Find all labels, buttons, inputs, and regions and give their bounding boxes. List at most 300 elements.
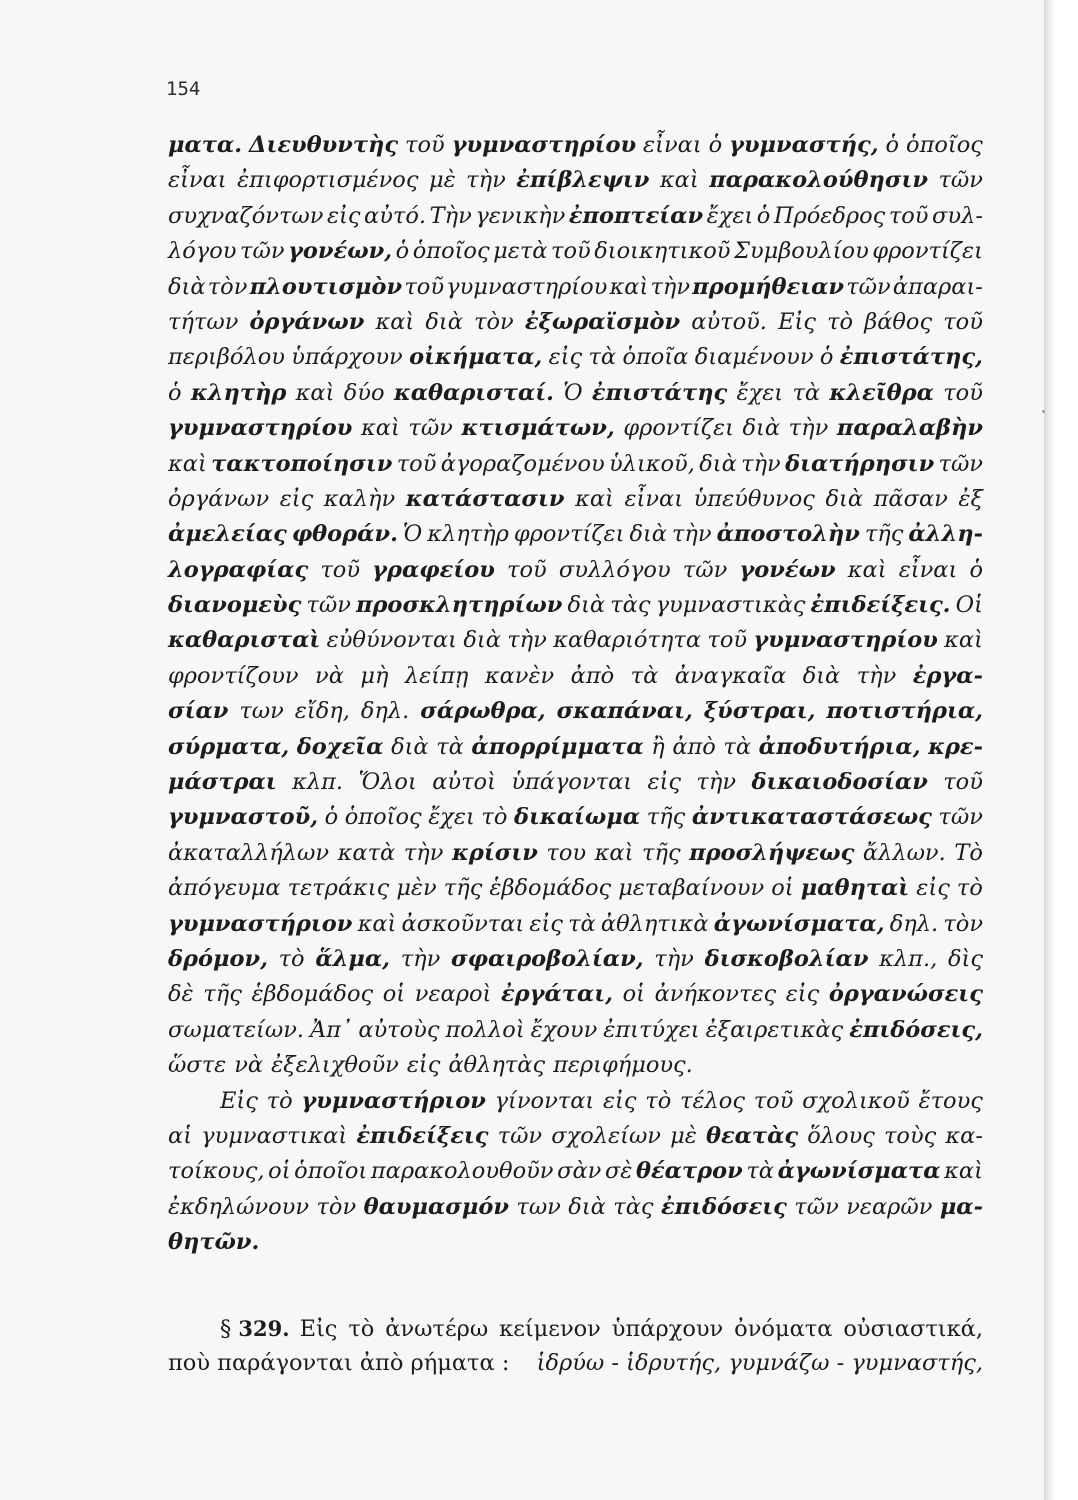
word: εἶναι [624,485,684,512]
word: λείπῃ [404,662,469,689]
word: τοῦ [507,556,547,583]
paragraph1-line [168,234,983,269]
paragraph-2 [168,1084,983,1261]
bold-term: γυμναστηρίου [168,415,353,442]
word: ὁποῖος [412,238,490,265]
word: εἰς [548,344,583,371]
word: τοῦ [888,202,929,229]
word: μὴ [360,662,389,689]
bold-term: σίαν [168,698,229,725]
word: τὸν [316,1193,357,1220]
word: τὰ [746,1158,774,1185]
word: τοῦ [405,132,445,158]
word: εὐθύνονται [326,627,457,654]
word: συλλόγου [558,556,671,583]
bold-term: θεατὰς [705,1122,799,1149]
word: ὁ [969,556,983,583]
word: τὸν [943,910,983,937]
paragraph1-line [168,517,983,552]
bold-term: ἐπιδείξεις [356,1122,489,1149]
word: ὥστε [168,1052,227,1079]
word: τήτων [168,308,239,335]
word: καὶ [357,910,397,937]
paragraph1-line [168,128,983,163]
word: ἀπὸ [672,733,716,760]
word: κλπ., [879,945,938,972]
word: δηλ. [360,698,410,725]
section-329-line-1-text: Εἰς τὸ ἀνωτέρω κείμενον ὑπάρχουν ὀνόματα οὐσιαστικά, [299,1315,983,1342]
word: τὰς [610,592,651,619]
section-number: 329. [238,1315,290,1341]
word: ἢ [651,733,665,760]
word: εἶναι [643,132,702,158]
word: εἰς [785,981,820,1008]
bold-term: ματα. [168,132,243,158]
word: οἱ [771,875,794,902]
word: ὁ [708,132,723,158]
bold-term: μάστραι [168,769,277,796]
word: διὰ [391,733,429,760]
word: καὶ [847,556,887,583]
word: νεαρῶν [846,1193,933,1220]
word: αὐτοὺς [358,1016,440,1043]
word: τὰ [630,662,659,689]
word: αὐτοὶ [432,769,496,796]
word: ἀπὸ [570,662,615,689]
word: τὰ [588,344,617,371]
bold-term: κτισμάτων, [461,415,615,442]
word: εἰς [279,485,314,512]
word: ἑβδομάδος [251,981,374,1008]
bold-term: ξύστραι, [703,698,816,725]
paragraph1-line [168,907,983,942]
bold-term: γονέων, [288,238,393,265]
bold-term: οἰκήματα, [409,344,543,371]
bold-term: διανομεὺς [168,592,302,619]
bold-term: κλητὴρ [190,379,287,406]
bold-term: ἐργα- [912,662,983,689]
word: διὰ [425,308,463,335]
bold-term: τακτοποίησιν [211,450,393,477]
word: ἀπαραι- [892,273,983,300]
word: ὁ [324,804,339,831]
bold-term: δικαίωμα [513,804,641,831]
bold-term: ἐργάται, [500,981,613,1008]
word: τὴν [403,839,444,866]
section-329-examples: ἱδρύω - ἱδρυτής, γυμνάζω - γυμναστής, [536,1349,983,1376]
bold-term: φθοράν. [291,521,398,548]
section-329-line-2-text: ποὺ παράγονται ἀπὸ ρήματα : [168,1349,510,1376]
word: δὲ [168,981,194,1008]
paragraph1-line [168,305,983,340]
word: τέλος [680,1087,745,1114]
word: κατὰ [337,839,396,866]
word: Ὁ [563,379,583,406]
word: τὸ [278,945,305,972]
bold-term: μα- [939,1193,983,1220]
bold-term: σύρματα, [168,733,290,760]
section-329-line-1 [168,1311,983,1346]
word: τὸν [207,273,248,300]
word: εἰς [602,1087,637,1114]
word: τὸν [474,308,514,335]
bold-term: ἀπορρίμματα [471,733,644,760]
paragraph2-line [168,1225,983,1260]
word: ὑλικοῦ, [609,450,695,477]
word: τοῦ [404,273,444,300]
word: τὴν [650,273,691,300]
word: πολλοὶ [445,1016,525,1043]
word: των [239,698,284,725]
bold-term: Διευθυντὴς [249,132,399,158]
word: φροντίζει [872,238,983,265]
word: διὰ [629,521,667,548]
word: παρακολουθοῦν [370,1158,554,1185]
word: οἱ [268,1158,291,1185]
word: εἶναι [898,556,958,583]
word: μὲ [670,1122,697,1149]
bold-term: δισκοβολίαν [704,945,869,972]
word: τὸ [481,804,508,831]
word: σὲ [604,1158,633,1185]
bold-term: ἀποδυτήρια, [758,733,921,760]
word: φροντίζει [623,415,734,442]
word: καὶ [361,415,400,442]
word: κα- [945,1122,983,1149]
bold-term: γυμναστής, [729,132,879,158]
paragraph1-line [168,553,983,588]
word: τῆς [646,804,686,831]
word: ἐπιφορτισμένος [237,167,419,194]
word: τὰ [723,733,752,760]
word: τῶν [497,1122,543,1149]
bold-term: ἅλμα, [315,945,391,972]
word: τοῦ [943,379,983,406]
word: αὐτοῦ. [691,308,767,335]
word: ἐπιτύχει [603,1016,700,1043]
paragraph1-line [168,730,983,765]
bold-term: γυμναστηρίου [451,132,637,158]
word: κλητὴρ [427,521,509,548]
bold-term: κατάστασιν [405,485,565,512]
bold-term: λογραφίας [168,556,309,583]
word: καθαριότητα [553,627,702,654]
word: τοῦ [396,450,437,477]
word: ὁποῖα [622,344,689,371]
paragraph1-line [168,694,983,729]
paragraph1-line [168,588,983,623]
word: τὴν [788,415,829,442]
word: τῶν [846,273,891,300]
bold-term: ἐπιδείξεις. [810,592,951,619]
word: τὴν [507,627,547,654]
word: ἄλλων. [862,839,946,866]
bold-term: ἀγωνίσματα, [713,910,885,937]
bold-term: γραφείου [372,556,495,583]
word: εἰς [647,769,682,796]
word: συλ- [932,202,983,229]
word: ἀνήκοντες [654,981,777,1008]
word: διαμένουν [694,344,814,371]
bold-term: καθαρισταί. [393,379,554,406]
word: τοῦ [707,627,748,654]
word: γυμναστικαὶ [201,1122,348,1149]
word: φροντίζουν [168,662,299,689]
word: καὶ [609,273,649,300]
word: νεαροὶ [414,981,492,1008]
word: σωματείων. [168,1016,305,1043]
paragraph1-line [168,942,983,977]
word: εἴδη, [294,698,350,725]
word: μὲν [396,875,437,902]
word: ὑπάγονται [511,769,633,796]
word: ἑβδομάδος [489,875,612,902]
word: ὁ [756,202,771,229]
word: τὰς [613,1193,654,1220]
bold-term: ἀντικαταστάσεως [691,804,932,831]
word: τῶν [938,450,983,477]
word: Πρόεδρος [773,202,886,229]
word: σὰν [557,1158,602,1185]
bold-term: δοχεῖα [296,733,384,760]
bold-term: γυμναστήριον [301,1087,486,1114]
page-number: 154 [166,78,201,100]
word: τὴν [696,769,737,796]
word: ἔχει [736,379,784,406]
word: τῶν [794,1193,839,1220]
word: ὁποῖοι [294,1158,368,1185]
word: τὰ [436,733,464,760]
bold-term: γυμναστήριον [168,910,353,937]
word: οἱ [382,981,406,1008]
word: των [516,1193,561,1220]
paragraph1-line [168,977,983,1012]
word: δηλ. [889,910,939,937]
word: καὶ [594,839,634,866]
word: γενικὴν [475,202,566,229]
bold-term: κλεῖθρα [829,379,934,406]
word: ἀθλητικὰ [600,910,709,937]
word: ἔχει [428,804,475,831]
word: πᾶσαν [873,485,948,512]
paragraph1-line [168,199,983,234]
paragraph1-line [168,623,983,658]
bold-term: ἀμελείας [168,521,287,548]
paragraph1-line [168,340,983,375]
paragraph1-line [168,376,983,411]
word: ἀθλητὰς [448,1052,546,1079]
scan-speck [1042,410,1045,413]
word: ὁ [885,132,900,158]
paragraph2-line [168,1084,983,1119]
bold-term: παραλαβὴν [836,415,983,442]
word: τῶν [938,804,983,831]
word: βάθος [864,308,933,335]
paragraph1-line [168,270,983,305]
bold-term: ἐπίβλεψιν [516,167,650,194]
bold-term: θέατρον [635,1158,743,1185]
word: ὁ [819,344,834,371]
bold-term: γονέων [739,556,836,583]
word: αὐτό. [364,202,427,229]
paragraph1-line [168,1048,983,1083]
word: ὁ [168,379,182,406]
word: τὴν [856,662,897,689]
bold-term: προσλήψεως [689,839,855,866]
bold-term: προμήθειαν [692,273,845,300]
word: ἀσκοῦνται [401,910,525,937]
word: διὰ [168,273,206,300]
word: νὰ [234,1052,264,1079]
bold-term: ἐξωραϊσμὸν [524,308,681,335]
bold-term: ἀλλη- [908,521,983,548]
bold-term: μαθηταὶ [800,875,910,902]
paragraph2-line [168,1119,983,1154]
word: ἔχει [706,202,754,229]
word: καὶ [168,450,207,477]
section-329-heading [220,1311,290,1347]
word: σχολείων [551,1122,661,1149]
section-329 [168,1311,983,1382]
bold-term: γυμναστηρίου [753,627,938,654]
word: διὰ [699,450,737,477]
paragraph1-line [168,163,983,198]
word: καὶ [295,379,335,406]
word: τῶν [938,167,983,194]
word: μεταβαίνουν [618,875,765,902]
word: ὑπεύθυνος [693,485,815,512]
word: καὶ [375,308,415,335]
word: διὰ [463,627,501,654]
word: τετράκις [287,875,390,902]
section-329-line-2 [168,1346,983,1381]
word: τὴν [671,521,712,548]
word: ἀγοραζομένου [440,450,605,477]
word: περιβόλου [168,344,285,371]
word: γυμναστικὰς [655,592,806,619]
bold-term: κρε- [928,733,983,760]
word: τῶν [240,238,285,265]
word: διὰ [568,1193,606,1220]
word: λόγου [168,238,237,265]
paragraph-1 [168,128,983,1084]
bold-term: σφαιροβολίαν, [451,945,644,972]
bold-term: κρίσιν [452,839,538,866]
paragraph1-line [168,659,983,694]
word: τοῦ [320,556,361,583]
word: τὴν [466,167,506,194]
word: μετὰ [493,238,548,265]
bold-term: ὀργάνων [249,308,365,335]
word: ἐξαιρετικὰς [705,1016,844,1043]
word: διὰ [802,662,841,689]
word: Ὅλοι [358,769,417,796]
word: τὰ [568,910,596,937]
word: ἀκαταλλήλων [168,839,330,866]
word: Συμβουλίου [734,238,869,265]
paragraph1-line [168,800,983,835]
word: Εἰς [778,308,816,335]
word: σχολικοῦ [802,1087,910,1114]
word: τὰ [792,379,821,406]
paragraph1-line [168,447,983,482]
bold-term: ἀγωνίσματα [777,1158,941,1185]
bold-term: ἐπιδόσεις [660,1193,787,1220]
word: τὴν [400,945,441,972]
bold-term: σκαπάναι, [556,698,693,725]
paragraph1-line [168,765,983,800]
word: τοῦ [943,769,983,796]
word: τῶν [682,556,728,583]
paragraph1-line [168,411,983,446]
word: καλὴν [323,485,396,512]
bold-term: ἐπιδόσεις, [849,1016,983,1043]
bold-term: δρόμον, [168,945,268,972]
word: Ὁ [402,521,423,548]
bold-term: θητῶν. [168,1229,260,1256]
bold-term: ἐπιστάτης [591,379,728,406]
word: καὶ [944,1158,983,1185]
word: τὸ [956,875,983,902]
word: ἔτους [918,1087,983,1114]
word: εἰς [326,202,361,229]
word: οἱ [622,981,645,1008]
word: ὑπάρχουν [291,344,403,371]
word: ἐκδηλώνουν [168,1193,310,1220]
word: κανὲν [484,662,555,689]
word: τῆς [864,521,904,548]
bold-term: διατήρησιν [785,450,935,477]
word: διὰ [825,485,864,512]
word: διὰ [567,592,606,619]
word: Τὸ [954,839,983,866]
word: ὁ [395,238,410,265]
word: ἔχουν [530,1016,598,1043]
paragraph1-line [168,871,983,906]
bold-term: ποτιστήρια, [826,698,983,725]
word: ὁποῖος [906,132,983,158]
word: Ἀπ᾿ [310,1016,353,1043]
word: συχναζόντων [168,202,324,229]
word: τῆς [642,839,681,866]
word: ὅλους [807,1122,875,1149]
bold-term: ἐπιστάτης, [839,344,983,371]
bold-term: γυμναστοῦ, [168,804,319,831]
bold-term: καθαρισταὶ [168,627,321,654]
word: τοῦ [551,238,591,265]
word: τὴν [741,450,781,477]
paragraph1-line [168,482,983,517]
word: καὶ [944,627,983,654]
word: ὀργάνων [168,485,270,512]
word: εἰς [916,875,950,902]
word: Οἱ [955,592,983,619]
word: τοίκους, [168,1158,265,1185]
word: τοῦ [943,308,983,335]
word: τῆς [203,981,242,1008]
word: εἶναι [168,167,227,194]
word: γυμναστηρίου [446,273,608,300]
word: ἀναγκαῖα [674,662,787,689]
word: ἀπόγευμα [168,875,281,902]
word: δὶς [947,945,983,972]
page-edge-shadow [1044,0,1078,1500]
bold-term: προσκλητηρίων [356,592,563,619]
bold-term: ἀποστολὴν [716,521,860,548]
word: διὰ [742,415,781,442]
word: διοικητικοῦ [594,238,731,265]
word: φροντίζει [513,521,625,548]
